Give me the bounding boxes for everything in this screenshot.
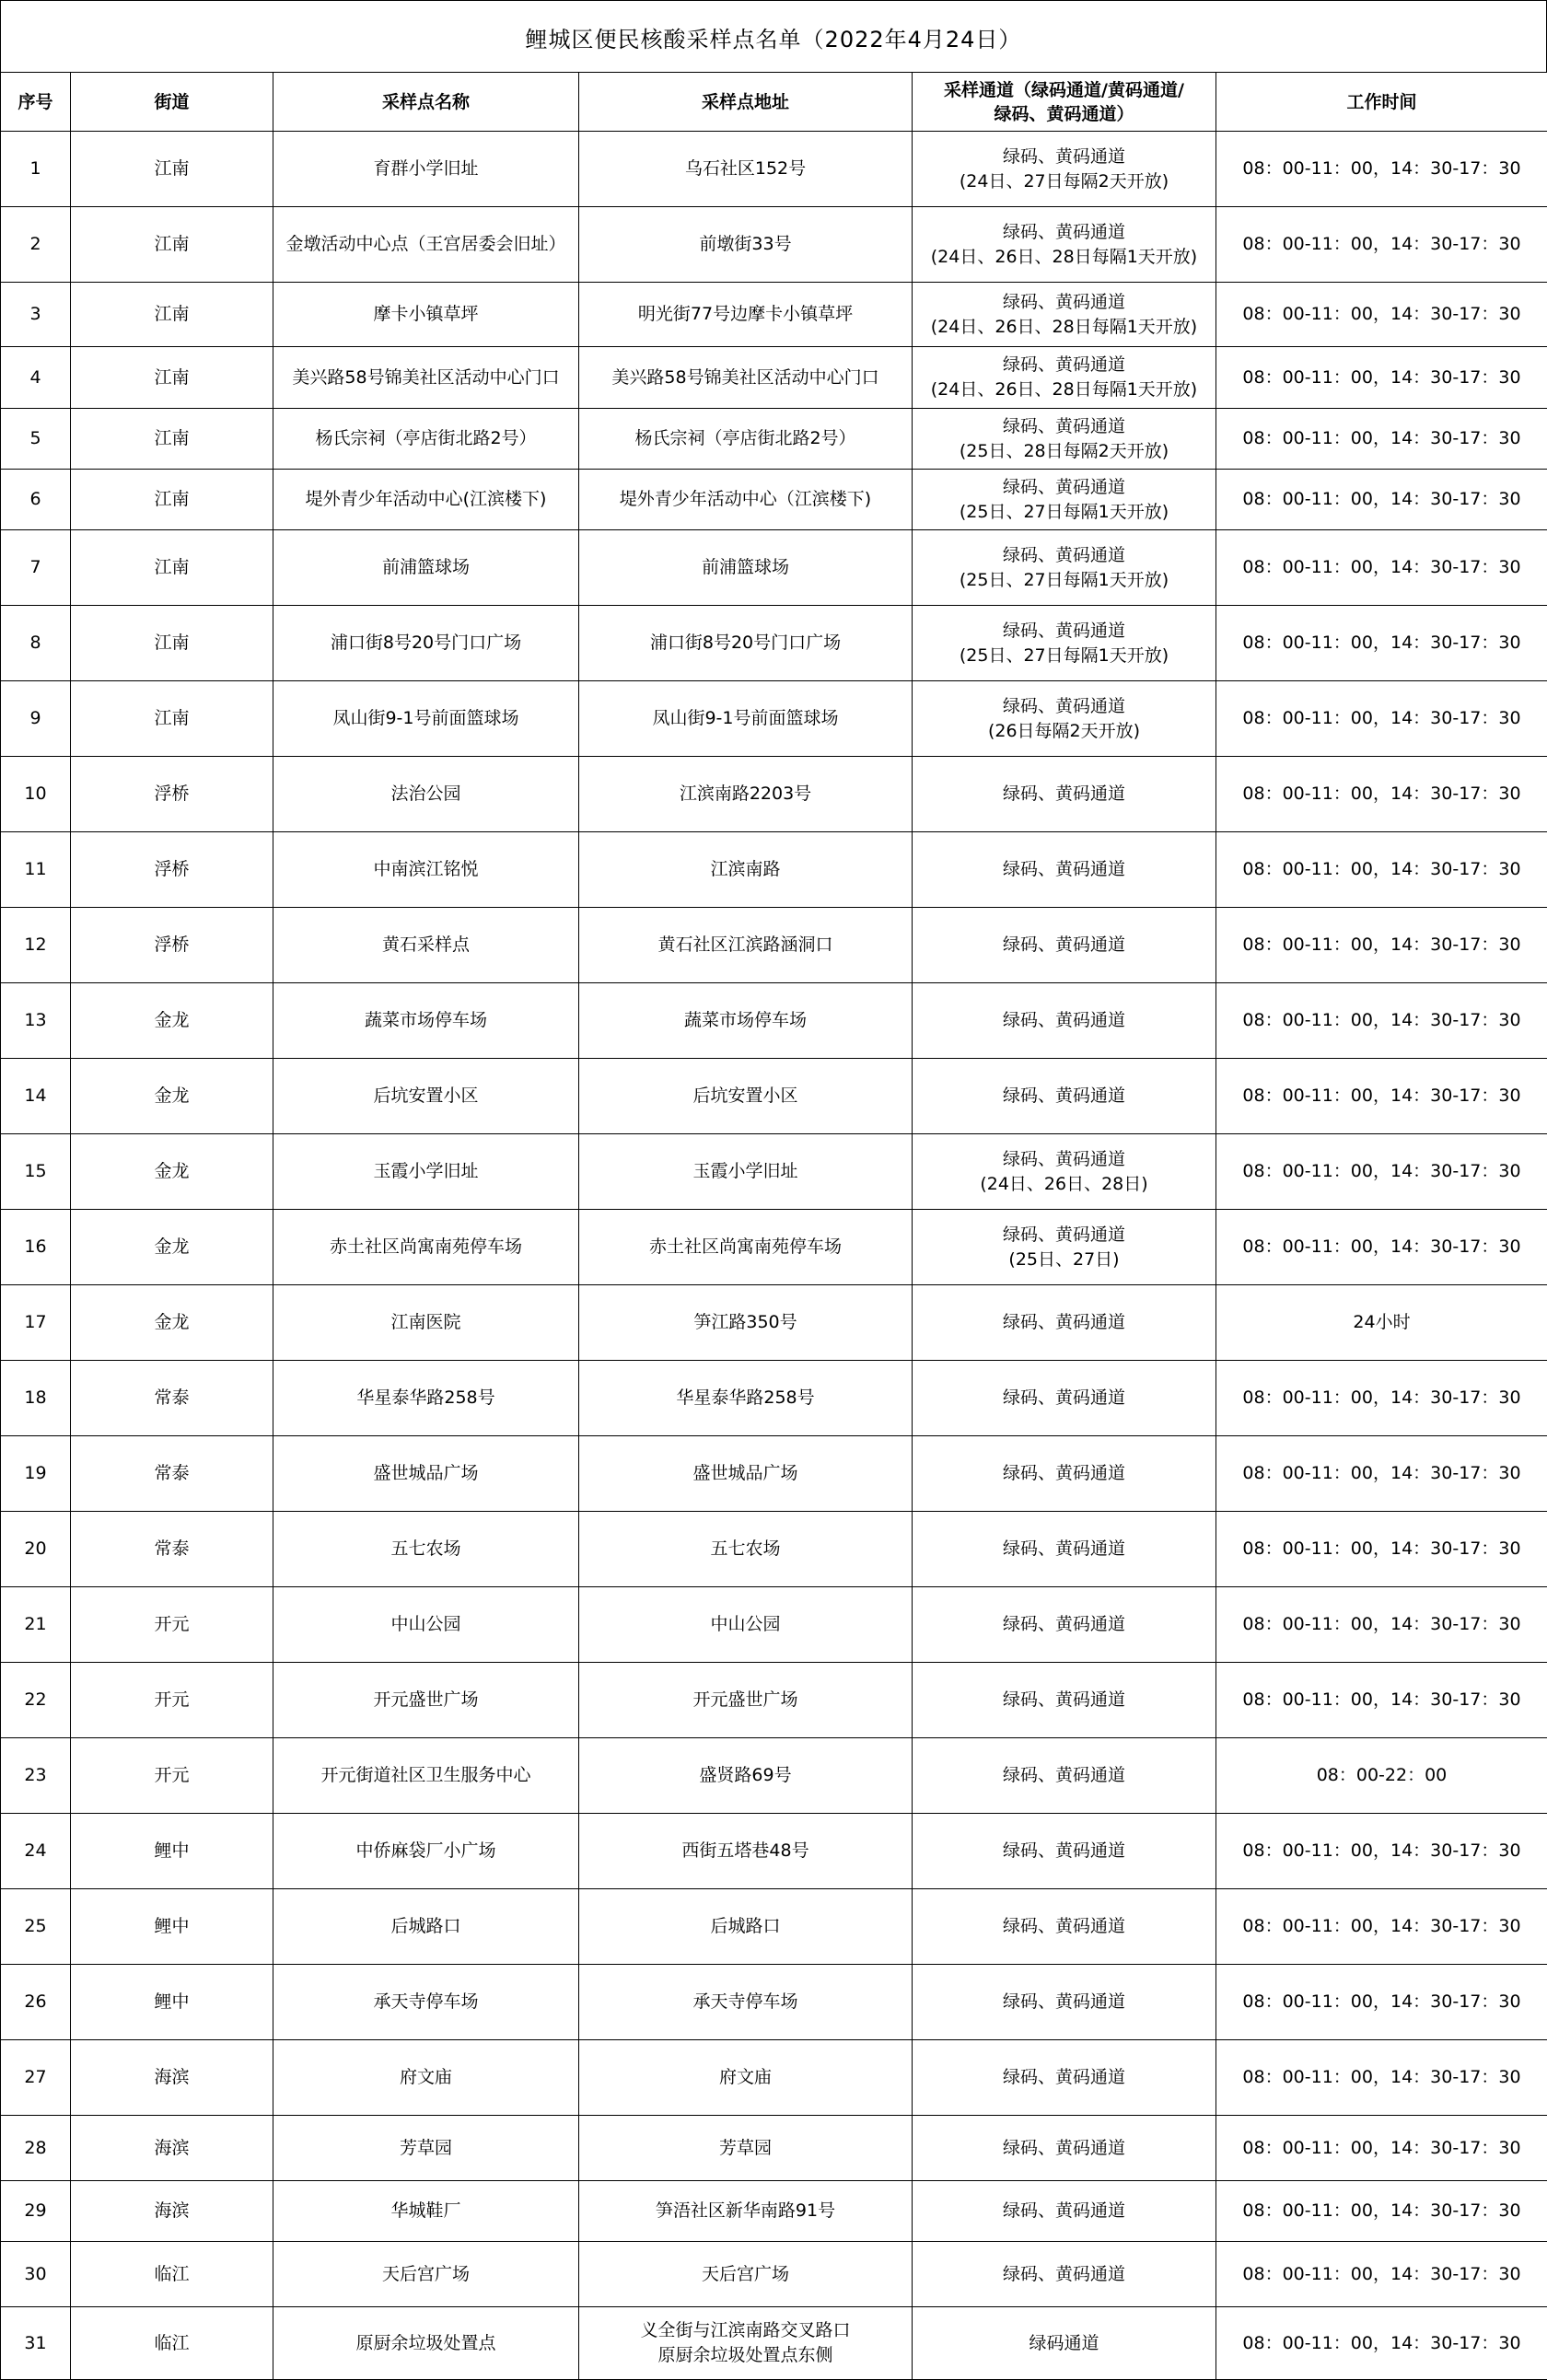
- cell-address: 前浦篮球场: [579, 530, 913, 606]
- cell-channel: 绿码、黄码通道: [913, 1814, 1216, 1889]
- cell-address: 浦口街8号20号门口广场: [579, 606, 913, 681]
- cell-address: 蔬菜市场停车场: [579, 983, 913, 1059]
- cell-address: 赤土社区尚寓南苑停车场: [579, 1210, 913, 1285]
- cell-channel-line-2: (25日、27日每隔1天开放): [916, 500, 1212, 525]
- cell-work-time: 08：00-11：00，14：30-17：30: [1216, 1512, 1547, 1587]
- cell-work-time: 08：00-11：00，14：30-17：30: [1216, 832, 1547, 908]
- cell-site-name: 府文庙: [273, 2040, 579, 2116]
- cell-site-name: 华星泰华路258号: [273, 1361, 579, 1436]
- table-row: [1, 347, 1547, 409]
- cell-channel-line-1: 绿码、黄码通道: [916, 220, 1212, 245]
- cell-channel-line-2: (26日每隔2天开放): [916, 719, 1212, 744]
- cell-work-time: 08：00-11：00，14：30-17：30: [1216, 1436, 1547, 1512]
- cell-no: 16: [1, 1210, 71, 1285]
- cell-work-time: 08：00-11：00，14：30-17：30: [1216, 681, 1547, 757]
- cell-channel-line-2: (24日、26日、28日每隔1天开放): [916, 315, 1212, 340]
- cell-channel: 绿码、黄码通道: [913, 1587, 1216, 1663]
- column-header-channel-line-2: 绿码、黄码通道）: [916, 102, 1212, 126]
- cell-channel-line-1: 绿码、黄码通道: [916, 1223, 1212, 1248]
- table-row: [1, 1663, 1547, 1738]
- cell-site-name: 杨氏宗祠（亭店街北路2号）: [273, 409, 579, 470]
- cell-no: 15: [1, 1134, 71, 1210]
- cell-channel-line-2: (25日、28日每隔2天开放): [916, 439, 1212, 464]
- table-row: [1, 409, 1547, 470]
- cell-work-time: 08：00-11：00，14：30-17：30: [1216, 1889, 1547, 1965]
- cell-channel: 绿码、黄码通道: [913, 2040, 1216, 2116]
- cell-site-name: 赤土社区尚寓南苑停车场: [273, 1210, 579, 1285]
- cell-channel: [913, 1210, 1216, 1285]
- cell-street: 鲤中: [71, 1889, 273, 1965]
- table-row: [1, 1210, 1547, 1285]
- cell-street: 开元: [71, 1587, 273, 1663]
- cell-site-name: 天后宫广场: [273, 2242, 579, 2307]
- cell-no: 10: [1, 757, 71, 832]
- cell-address: 杨氏宗祠（亭店街北路2号）: [579, 409, 913, 470]
- cell-address: 府文庙: [579, 2040, 913, 2116]
- cell-no: 14: [1, 1059, 71, 1134]
- cell-street: 常泰: [71, 1436, 273, 1512]
- cell-site-name: 金墩活动中心点（王宫居委会旧址）: [273, 207, 579, 283]
- cell-site-name: 后城路口: [273, 1889, 579, 1965]
- cell-street: 浮桥: [71, 832, 273, 908]
- cell-site-name: 中南滨江铭悦: [273, 832, 579, 908]
- cell-channel: [913, 409, 1216, 470]
- cell-site-name: 美兴路58号锦美社区活动中心门口: [273, 347, 579, 409]
- table-row: [1, 283, 1547, 347]
- cell-no: 12: [1, 908, 71, 983]
- cell-address-line-2: 原厨余垃圾处置点东侧: [583, 2343, 908, 2368]
- cell-street: 临江: [71, 2242, 273, 2307]
- cell-address: 开元盛世广场: [579, 1663, 913, 1738]
- cell-channel: 绿码、黄码通道: [913, 1965, 1216, 2040]
- cell-no: 29: [1, 2181, 71, 2242]
- cell-address: 芳草园: [579, 2116, 913, 2181]
- cell-street: 江南: [71, 347, 273, 409]
- cell-no: 31: [1, 2307, 71, 2380]
- cell-channel: [913, 347, 1216, 409]
- cell-work-time: 08：00-11：00，14：30-17：30: [1216, 1587, 1547, 1663]
- cell-address: 笋浯社区新华南路91号: [579, 2181, 913, 2242]
- cell-street: 浮桥: [71, 908, 273, 983]
- cell-work-time: 08：00-11：00，14：30-17：30: [1216, 1210, 1547, 1285]
- cell-channel: 绿码、黄码通道: [913, 1889, 1216, 1965]
- cell-work-time: 08：00-11：00，14：30-17：30: [1216, 757, 1547, 832]
- cell-street: 金龙: [71, 1134, 273, 1210]
- cell-no: 7: [1, 530, 71, 606]
- table-row: [1, 757, 1547, 832]
- cell-site-name: 后坑安置小区: [273, 1059, 579, 1134]
- table-row: [1, 2181, 1547, 2242]
- table-row: [1, 1059, 1547, 1134]
- cell-street: 江南: [71, 606, 273, 681]
- cell-street: 江南: [71, 132, 273, 207]
- cell-site-name: 育群小学旧址: [273, 132, 579, 207]
- table-row: [1, 1738, 1547, 1814]
- cell-work-time: 08：00-11：00，14：30-17：30: [1216, 2242, 1547, 2307]
- cell-address: 玉霞小学旧址: [579, 1134, 913, 1210]
- cell-address: 承天寺停车场: [579, 1965, 913, 2040]
- table-row: [1, 983, 1547, 1059]
- cell-work-time: 08：00-11：00，14：30-17：30: [1216, 1814, 1547, 1889]
- cell-work-time: 08：00-11：00，14：30-17：30: [1216, 1361, 1547, 1436]
- cell-address: 盛世城品广场: [579, 1436, 913, 1512]
- cell-street: 海滨: [71, 2181, 273, 2242]
- cell-channel: 绿码、黄码通道: [913, 1738, 1216, 1814]
- column-header-work-time: 工作时间: [1216, 73, 1547, 132]
- cell-address: 后坑安置小区: [579, 1059, 913, 1134]
- cell-address: 盛贤路69号: [579, 1738, 913, 1814]
- table-row: [1, 1814, 1547, 1889]
- cell-address-line-1: 义全街与江滨南路交叉路口: [583, 2318, 908, 2343]
- cell-site-name: 凤山街9-1号前面篮球场: [273, 681, 579, 757]
- cell-address: 华星泰华路258号: [579, 1361, 913, 1436]
- cell-no: 30: [1, 2242, 71, 2307]
- cell-address: 中山公园: [579, 1587, 913, 1663]
- cell-work-time: 08：00-11：00，14：30-17：30: [1216, 908, 1547, 983]
- cell-work-time: 08：00-11：00，14：30-17：30: [1216, 347, 1547, 409]
- cell-no: 8: [1, 606, 71, 681]
- cell-street: 江南: [71, 409, 273, 470]
- cell-work-time: 08：00-11：00，14：30-17：30: [1216, 606, 1547, 681]
- table-row: [1, 606, 1547, 681]
- cell-channel-line-1: 绿码、黄码通道: [916, 694, 1212, 719]
- table-row: [1, 470, 1547, 530]
- table-row: [1, 1436, 1547, 1512]
- cell-no: 5: [1, 409, 71, 470]
- cell-channel-line-1: 绿码、黄码通道: [916, 619, 1212, 644]
- sampling-sites-table: [0, 72, 1547, 2380]
- cell-site-name: 玉霞小学旧址: [273, 1134, 579, 1210]
- cell-channel: [913, 470, 1216, 530]
- cell-work-time: 08：00-11：00，14：30-17：30: [1216, 2116, 1547, 2181]
- cell-street: 海滨: [71, 2040, 273, 2116]
- cell-site-name: 前浦篮球场: [273, 530, 579, 606]
- cell-channel: [913, 606, 1216, 681]
- table-row: [1, 2242, 1547, 2307]
- cell-channel: 绿码、黄码通道: [913, 1361, 1216, 1436]
- cell-address: 西街五塔巷48号: [579, 1814, 913, 1889]
- cell-channel: 绿码、黄码通道: [913, 2181, 1216, 2242]
- cell-street: 江南: [71, 681, 273, 757]
- cell-channel: 绿码通道: [913, 2307, 1216, 2380]
- cell-channel: [913, 681, 1216, 757]
- cell-site-name: 浦口街8号20号门口广场: [273, 606, 579, 681]
- column-header-no: 序号: [1, 73, 71, 132]
- table-row: [1, 1134, 1547, 1210]
- table-row: [1, 132, 1547, 207]
- cell-no: 18: [1, 1361, 71, 1436]
- table-row: [1, 2116, 1547, 2181]
- cell-channel-line-2: (24日、26日、28日每隔1天开放): [916, 245, 1212, 270]
- cell-work-time: 08：00-11：00，14：30-17：30: [1216, 207, 1547, 283]
- cell-site-name: 法治公园: [273, 757, 579, 832]
- cell-address: [579, 2307, 913, 2380]
- cell-channel: [913, 530, 1216, 606]
- cell-channel: 绿码、黄码通道: [913, 1663, 1216, 1738]
- cell-work-time: 08：00-11：00，14：30-17：30: [1216, 1059, 1547, 1134]
- cell-channel: [913, 207, 1216, 283]
- cell-street: 江南: [71, 283, 273, 347]
- cell-channel-line-1: 绿码、黄码通道: [916, 475, 1212, 500]
- cell-channel-line-2: (24日、26日、28日每隔1天开放): [916, 377, 1212, 402]
- cell-site-name: 开元盛世广场: [273, 1663, 579, 1738]
- cell-street: 开元: [71, 1663, 273, 1738]
- cell-site-name: 开元街道社区卫生服务中心: [273, 1738, 579, 1814]
- cell-channel-line-2: (25日、27日): [916, 1248, 1212, 1272]
- cell-street: 金龙: [71, 983, 273, 1059]
- cell-no: 22: [1, 1663, 71, 1738]
- cell-work-time: 08：00-11：00，14：30-17：30: [1216, 1965, 1547, 2040]
- cell-street: 临江: [71, 2307, 273, 2380]
- cell-street: 常泰: [71, 1361, 273, 1436]
- cell-site-name: 堤外青少年活动中心(江滨楼下): [273, 470, 579, 530]
- cell-address: 五七农场: [579, 1512, 913, 1587]
- cell-no: 11: [1, 832, 71, 908]
- cell-channel-line-2: (24日、27日每隔2天开放): [916, 169, 1212, 194]
- table-row: [1, 1285, 1547, 1361]
- cell-no: 23: [1, 1738, 71, 1814]
- cell-channel: 绿码、黄码通道: [913, 1512, 1216, 1587]
- cell-work-time: 24小时: [1216, 1285, 1547, 1361]
- cell-address: 明光街77号边摩卡小镇草坪: [579, 283, 913, 347]
- cell-address: 江滨南路: [579, 832, 913, 908]
- cell-street: 鲤中: [71, 1965, 273, 2040]
- cell-channel: 绿码、黄码通道: [913, 1436, 1216, 1512]
- cell-site-name: 蔬菜市场停车场: [273, 983, 579, 1059]
- cell-site-name: 原厨余垃圾处置点: [273, 2307, 579, 2380]
- table-row: [1, 1512, 1547, 1587]
- cell-channel: 绿码、黄码通道: [913, 983, 1216, 1059]
- cell-no: 17: [1, 1285, 71, 1361]
- cell-work-time: 08：00-11：00，14：30-17：30: [1216, 983, 1547, 1059]
- cell-street: 浮桥: [71, 757, 273, 832]
- column-header-street: 街道: [71, 73, 273, 132]
- cell-no: 21: [1, 1587, 71, 1663]
- column-header-channel: [913, 73, 1216, 132]
- column-header-address: 采样点地址: [579, 73, 913, 132]
- cell-channel: [913, 132, 1216, 207]
- cell-site-name: 摩卡小镇草坪: [273, 283, 579, 347]
- cell-channel: 绿码、黄码通道: [913, 832, 1216, 908]
- cell-no: 4: [1, 347, 71, 409]
- cell-work-time: 08：00-22：00: [1216, 1738, 1547, 1814]
- cell-site-name: 中侨麻袋厂小广场: [273, 1814, 579, 1889]
- cell-street: 金龙: [71, 1285, 273, 1361]
- cell-no: 26: [1, 1965, 71, 2040]
- cell-no: 27: [1, 2040, 71, 2116]
- cell-site-name: 江南医院: [273, 1285, 579, 1361]
- cell-no: 28: [1, 2116, 71, 2181]
- cell-site-name: 中山公园: [273, 1587, 579, 1663]
- cell-no: 13: [1, 983, 71, 1059]
- cell-channel: [913, 1134, 1216, 1210]
- cell-street: 江南: [71, 530, 273, 606]
- table-body: [1, 132, 1547, 2380]
- cell-work-time: 08：00-11：00，14：30-17：30: [1216, 470, 1547, 530]
- cell-work-time: 08：00-11：00，14：30-17：30: [1216, 2181, 1547, 2242]
- cell-no: 24: [1, 1814, 71, 1889]
- cell-channel-line-2: (24日、26日、28日): [916, 1172, 1212, 1197]
- cell-channel-line-1: 绿码、黄码通道: [916, 290, 1212, 315]
- cell-channel: 绿码、黄码通道: [913, 1059, 1216, 1134]
- table-row: [1, 207, 1547, 283]
- cell-street: 江南: [71, 470, 273, 530]
- cell-channel-line-2: (25日、27日每隔1天开放): [916, 568, 1212, 593]
- cell-street: 开元: [71, 1738, 273, 1814]
- cell-no: 19: [1, 1436, 71, 1512]
- cell-no: 3: [1, 283, 71, 347]
- cell-site-name: 芳草园: [273, 2116, 579, 2181]
- column-header-site-name: 采样点名称: [273, 73, 579, 132]
- cell-address: 后城路口: [579, 1889, 913, 1965]
- table-row: [1, 908, 1547, 983]
- cell-work-time: 08：00-11：00，14：30-17：30: [1216, 530, 1547, 606]
- cell-channel-line-1: 绿码、黄码通道: [916, 1147, 1212, 1172]
- cell-street: 金龙: [71, 1210, 273, 1285]
- cell-work-time: 08：00-11：00，14：30-17：30: [1216, 2040, 1547, 2116]
- table-row: [1, 530, 1547, 606]
- cell-channel: 绿码、黄码通道: [913, 908, 1216, 983]
- table-row: [1, 832, 1547, 908]
- cell-address: 黄石社区江滨路涵洞口: [579, 908, 913, 983]
- cell-site-name: 承天寺停车场: [273, 1965, 579, 2040]
- table-row: [1, 1361, 1547, 1436]
- cell-address: 美兴路58号锦美社区活动中心门口: [579, 347, 913, 409]
- cell-no: 1: [1, 132, 71, 207]
- cell-address: 天后宫广场: [579, 2242, 913, 2307]
- cell-site-name: 五七农场: [273, 1512, 579, 1587]
- cell-address: 乌石社区152号: [579, 132, 913, 207]
- cell-site-name: 盛世城品广场: [273, 1436, 579, 1512]
- cell-address: 江滨南路2203号: [579, 757, 913, 832]
- cell-work-time: 08：00-11：00，14：30-17：30: [1216, 2307, 1547, 2380]
- cell-street: 金龙: [71, 1059, 273, 1134]
- cell-work-time: 08：00-11：00，14：30-17：30: [1216, 283, 1547, 347]
- cell-no: 2: [1, 207, 71, 283]
- cell-channel-line-2: (25日、27日每隔1天开放): [916, 644, 1212, 668]
- table-row: [1, 681, 1547, 757]
- cell-channel-line-1: 绿码、黄码通道: [916, 543, 1212, 568]
- cell-address: 凤山街9-1号前面篮球场: [579, 681, 913, 757]
- cell-no: 6: [1, 470, 71, 530]
- table-row: [1, 1889, 1547, 1965]
- column-header-channel-line-1: 采样通道（绿码通道/黄码通道/: [916, 78, 1212, 102]
- cell-work-time: 08：00-11：00，14：30-17：30: [1216, 1663, 1547, 1738]
- cell-channel: [913, 283, 1216, 347]
- cell-work-time: 08：00-11：00，14：30-17：30: [1216, 1134, 1547, 1210]
- table-header-row: [1, 73, 1547, 132]
- cell-channel-line-1: 绿码、黄码通道: [916, 414, 1212, 439]
- cell-street: 常泰: [71, 1512, 273, 1587]
- cell-channel: 绿码、黄码通道: [913, 2116, 1216, 2181]
- page-title: 鲤城区便民核酸采样点名单（2022年4月24日）: [0, 0, 1547, 73]
- table-row: [1, 2307, 1547, 2380]
- cell-site-name: 华城鞋厂: [273, 2181, 579, 2242]
- cell-channel-line-1: 绿码、黄码通道: [916, 145, 1212, 169]
- table-row: [1, 2040, 1547, 2116]
- cell-channel: 绿码、黄码通道: [913, 1285, 1216, 1361]
- cell-work-time: 08：00-11：00，14：30-17：30: [1216, 132, 1547, 207]
- cell-address: 笋江路350号: [579, 1285, 913, 1361]
- cell-street: 鲤中: [71, 1814, 273, 1889]
- cell-no: 20: [1, 1512, 71, 1587]
- table-row: [1, 1587, 1547, 1663]
- cell-work-time: 08：00-11：00，14：30-17：30: [1216, 409, 1547, 470]
- cell-street: 海滨: [71, 2116, 273, 2181]
- cell-site-name: 黄石采样点: [273, 908, 579, 983]
- cell-channel-line-1: 绿码、黄码通道: [916, 353, 1212, 377]
- table-row: [1, 1965, 1547, 2040]
- cell-address: 堤外青少年活动中心（江滨楼下): [579, 470, 913, 530]
- cell-street: 江南: [71, 207, 273, 283]
- cell-channel: 绿码、黄码通道: [913, 757, 1216, 832]
- cell-channel: 绿码、黄码通道: [913, 2242, 1216, 2307]
- cell-no: 9: [1, 681, 71, 757]
- cell-address: 前墩街33号: [579, 207, 913, 283]
- cell-no: 25: [1, 1889, 71, 1965]
